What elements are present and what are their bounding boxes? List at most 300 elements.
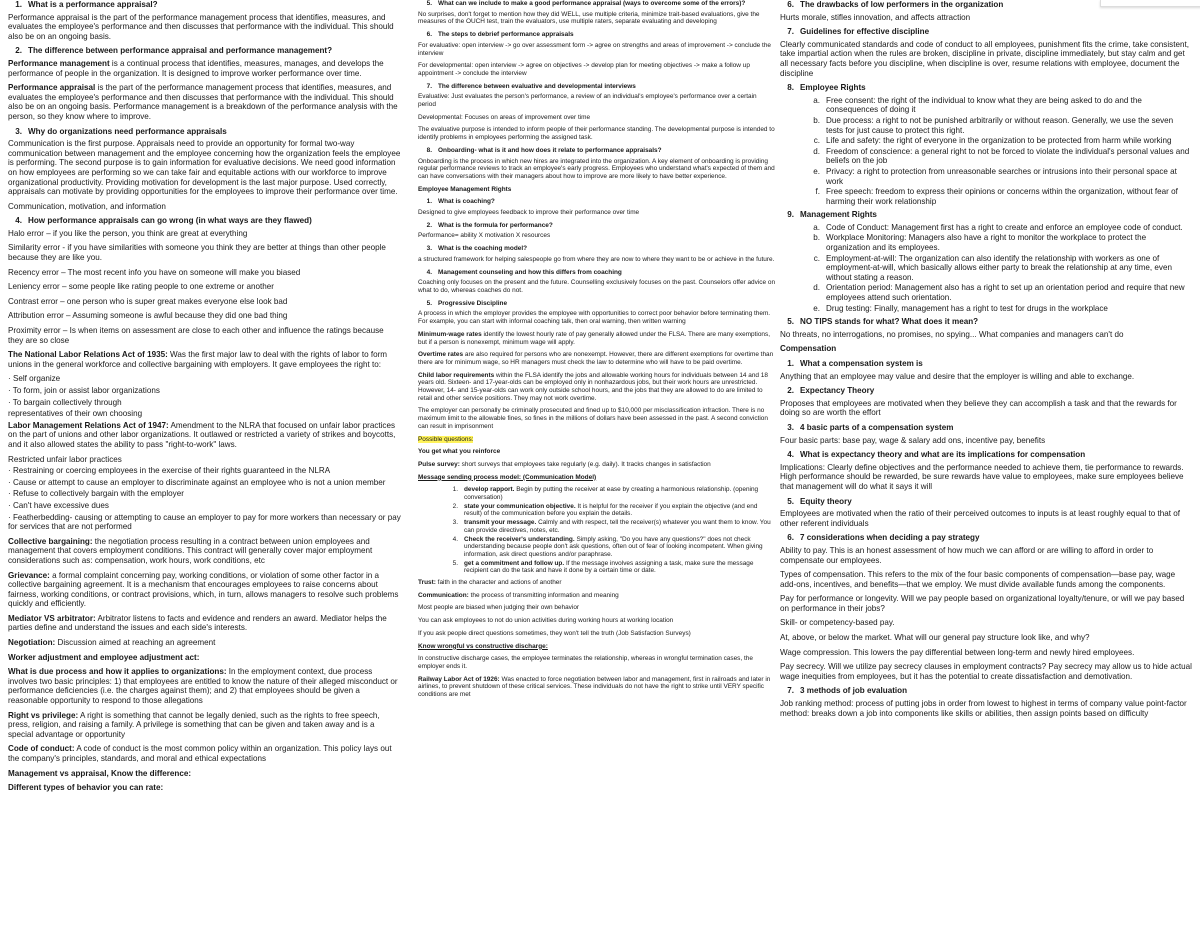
paragraph-text: Ability to pay. This is an honest assessment of how much we can afford or are willing to afford in order to compensate our employees. [780,545,1154,565]
list-item-body [464,486,776,501]
list-item-body [464,560,776,575]
paragraph [780,546,1192,565]
list-marker: e. [813,166,820,176]
paragraph-text: Clearly communicated standards and code of conduct to all employees, punishment fits the crime, take consistent, take impartial action when the rules are broken, discipline in private, discipline immediately, but stay calm and get all necessary facts before you discipline, when discipline is over, resume relations with employee, document the discipline [780,39,1189,78]
bold-term: Collective bargaining: [8,536,93,546]
heading-number: 4. [426,268,432,276]
heading-number: 1. [15,0,22,9]
heading-number: 2. [787,386,794,396]
paragraph [8,571,401,609]
paragraph-text: In the employment context, due process involves two basic principles: 1) that employees are entitled to know the nature of their alleged misconduct or performance deficiencies (i.e. the charges against them); and 2) that employees should be given a reasonable opportunity to respond to those allegations [8,667,398,706]
paragraph [8,229,401,239]
paragraph-text: the negotiation process resulting in a contract between union employees and management that covers employment conditions. This contract will generally cover major employment considerations such as: compensation, work hours, work conditions, etc [8,536,373,565]
section-heading [418,245,776,253]
heading-number: 9. [787,210,794,220]
paragraph [8,537,401,566]
paragraph [418,158,776,181]
heading-text: The steps to debrief performance appraisals [438,31,574,39]
list-item [780,223,1192,233]
section-heading [780,497,1192,507]
paragraph-text: a formal complaint concerning pay, working conditions, or violation of some other factor in a collective bargaining agreement. It is a mechanism that encourages employees to raise concerns about fairness, working conditions, or contract provisions, which, in turn, allows managers to resolve such problems quickly and efficiently. [8,570,399,609]
bold-term: Worker adjustment and employee adjustment act: [8,652,200,662]
list-marker: 3. [452,519,458,527]
paragraph [418,592,776,600]
paragraph [418,461,776,469]
list-item-text: Free speech: freedom to express their opinions or concerns within the organization, without fear of harming their work relationship [826,187,1178,206]
list-item-body [464,519,776,534]
bold-term: Labor Management Relations Act of 1947: [8,420,169,430]
paragraph [8,268,401,278]
list-item [780,96,1192,115]
section-heading [8,127,401,137]
list-item [780,167,1192,186]
paragraph-text: Attribution error – Assuming someone is awful because they did one bad thing [8,311,288,321]
heading-number: 8. [787,83,794,93]
list-item-text: It is helpful for the receiver if you explain the objective (and end result) of the communication before you explain the details. [464,502,758,518]
paragraph [8,311,401,321]
bold-term: develop rapport. [464,486,515,494]
paragraph-text: Contrast error – one person who is super great makes everyone else look bad [8,296,288,306]
list-item [780,304,1192,314]
paragraph [8,297,401,307]
bold-term: Grievance: [8,570,50,580]
paragraph-text: A right is something that cannot be legally denied, such as the rights to free speech, press, religion, and raising a family. A privilege is something that can be given and taken away and is a special advantage or opportunity [8,710,380,739]
paragraph-text: For developmental: open interview -> agree on objectives -> develop plan for meeting objectives -> make a follow up appointment -> conclude the interview [418,62,750,77]
paragraph [780,618,1192,628]
paragraph-text: A process in which the employer provides the employee with opportunities to correct poor behavior before terminating them. For example, you can start with informal coaching talk, then oral warning, then written warning [418,310,771,326]
paragraph [8,83,401,121]
list-item-body [826,136,1192,146]
paragraph [8,711,401,740]
paragraph-text: Communication, motivation, and information [8,201,166,211]
list-item-body [826,304,1192,314]
paragraph-text: Implications: Clearly define objectives and the performance needed to achieve them, tie performance to rewards. High performance should be rewarded, be sure rewards have value to employees, make sure employees believe that management will do what it says it will [780,462,1184,491]
list-line [8,489,401,499]
paragraph-text: Pay secrecy. Will we utilize pay secrecy clauses in employment contracts? Pay secrecy may allow us to hide actual wage inequities from employees, but it has the potential to create dissatisfaction and demotivation. [780,662,1192,681]
heading-text: What is expectancy theory and what are its implications for compensation [800,450,1086,460]
paragraph [418,310,776,325]
list-marker: a. [813,222,820,232]
paragraph [780,463,1192,492]
bold-term: Negotiation: [8,638,56,648]
bold-term: get a commitment and follow up. [464,559,565,567]
bold-term: state your communication objective. [464,502,576,510]
paragraph-text: The employer can personally be criminally prosecuted and fined up to $10,000 per misclassification infraction. There is no maximum limit to the allowable fines, so fines in the millions of dollars have been assessed in the past. A second conviction can result in imprisonment [418,407,768,430]
list-item-body [826,233,1192,252]
paragraph-text: Proposes that employees are motivated when they believe they can accomplish a task and that the rewards for doing so are worth the effort [780,398,1177,418]
list-item-text: Employment-at-will: The organization can also identify the relationship with workers as one of employment-at-will, which basically allows either party to break the relationship at any time, even without stating a reason. [826,253,1172,282]
highlighted-text: Possible questions: [418,435,474,443]
paragraph-text: Onboarding is the process in which new hires are integrated into the organization. A key element of onboarding is providing regular performance reviews to track an employee's early progress. Employees who understand what's expected of them and can have conversations with their managers about how to improve are more likely to have better experience. [418,157,775,180]
underlined-text: Message sending process model: (Communication Model) [418,473,597,481]
list-item [418,536,776,559]
section-heading [8,216,401,226]
bold-term: Code of conduct: [8,744,75,754]
bold-term: Different types of behavior you can rate: [8,783,164,793]
heading-text: Equity theory [800,496,852,506]
heading-number: 7. [426,82,432,90]
bold-term: transmit your message. [464,519,537,527]
paragraph-text: Was the first major law to deal with the rights of labor to form unions in the general workforce and collective bargaining with employers. It gave employees the right to: [8,350,388,369]
ordered-list [780,96,1192,207]
list-item-text: Code of Conduct: Management first has a right to create and enforce an employee code of conduct. [826,222,1183,232]
paragraph [780,648,1192,658]
heading-text: The difference between evaluative and developmental interviews [438,82,636,90]
paragraph [8,13,401,42]
paragraph-text: Pay for performance or longevity. Will we pay people based on organizational loyalty/tenure, or will we pay based on performance in their jobs? [780,594,1185,613]
heading-number: 3. [426,245,432,253]
paragraph [418,42,776,57]
paragraph [8,421,401,450]
list-line [8,398,401,408]
paragraph-text: No surprises, don't forget to mention how they did WELL, use multiple criteria, minimize trait-based evaluations, give the measures of the OUCH test, train the evaluators, use multiple raters, separate evaluating and developing [418,10,760,26]
heading-number: 5. [426,299,432,307]
paragraph [780,330,1192,340]
heading-text: Management Rights [800,210,877,220]
section-heading [418,0,776,8]
paragraph-text: Most people are biased when judging their own behavior [418,604,580,612]
heading-number: 7. [787,27,794,37]
bold-term: Right vs privilege: [8,710,79,720]
list-item-text: Simply asking, "Do you have any questions?" does not check understanding because people don't ask questions, often out of fear of looking incompetent. When giving information, ask direct questions and/or paraphrase. [464,535,763,558]
section-heading [780,0,1192,10]
paragraph [8,513,401,532]
heading-text: The difference between performance appraisal and performance management? [28,46,333,56]
paragraph-text: · To bargain collectively through [8,397,122,407]
bold-term: Communication: [418,591,469,599]
bold-term: Minimum-wage rates [418,330,482,338]
paragraph [8,744,401,763]
paragraph [780,633,1192,643]
paragraph-text: are also required for persons who are nonexempt. However, there are different exemptions for overtime than there are for minimum wage, so HR managers must check the law to determine who will have to be paid overtime. [418,351,774,366]
paragraph-text: The evaluative purpose is intended to inform people of their performance standing. The developmental purpose is intended to identify problems in employees performing the assigned task. [418,126,775,142]
paragraph [780,662,1192,681]
bold-term: Check the receiver's understanding. [464,535,575,543]
section-heading [780,686,1192,696]
list-marker: b. [813,115,820,125]
paragraph-text: Similarity error - if you have similarities with someone you think they are better at things than other people because they are like you. [8,243,386,263]
paragraph-text: · Featherbedding- causing or attempting to cause an employer to pay for more workers than necessary or pay for services that are not performed [8,512,401,532]
list-line [8,466,401,476]
paragraph [418,279,776,294]
heading-text: How performance appraisals can go wrong (in what ways are they flawed) [28,216,312,226]
list-item-body [464,536,776,559]
list-item [418,519,776,534]
list-item [780,254,1192,283]
paragraph [418,114,776,122]
paragraph [418,617,776,625]
list-marker: d. [813,283,820,293]
heading-number: 1. [787,359,794,368]
section-heading [418,269,776,277]
paragraph-text: Halo error – if you like the person, you think are great at everything [8,228,248,238]
paragraph-text: Employees are motivated when the ratio of their perceived outcomes to inputs is at least roughly equal to that of other referent individuals [780,509,1180,528]
paragraph-text: Recency error – The most recent info you have on someone will make you biased [8,267,301,277]
heading-text: Expectancy Theory [800,386,875,396]
paragraph [8,243,401,262]
paragraph [8,614,401,633]
paragraph-text: Types of compensation. This refers to the mix of the four basic components of compensation—base pay, wage add-ons, incentives, and benefits—that we employ. We must divide available funds among the components. [780,570,1176,589]
heading-text: The drawbacks of low performers in the organization [800,0,1004,9]
section-heading [780,83,1192,93]
paragraph-text: Coaching only focuses on the present and the future. Counselling exclusively focuses on the past. Counselors offer advice on what to do, whereas coaches do not. [418,279,776,294]
paragraph-text: No threats, no interrogations, no promises, no spying... What companies and managers can't do [780,329,1124,339]
section-heading [8,46,401,56]
paragraph-text: a structured framework for helping salespeople go from where they are now to where they want to be or achieve in the future. [418,255,775,263]
bold-term: Mediator VS arbitrator: [8,613,96,623]
heading-number: 6. [787,533,794,543]
bold-term: Pulse survey: [418,460,460,468]
paragraph-text: Amendment to the NLRA that focused on unfair labor practices on the part of unions and other labor organizations. It outlawed or restricted a variety of strikes and boycotts, and it also allowed states the ability to pass "right-to-work" laws. [8,420,396,449]
paragraph [418,232,776,240]
section-heading [780,27,1192,37]
paragraph [8,667,401,705]
paragraph [418,448,776,456]
list-item-body [826,96,1192,115]
paragraph-text: Performance= ability X motivation X resources [418,232,551,240]
heading-text: What is a performance appraisal? [28,0,158,9]
paragraph [418,579,776,587]
list-marker: f. [815,187,820,197]
paragraph [780,344,1192,354]
list-line [8,409,401,419]
paragraph [8,326,401,345]
list-item [780,233,1192,252]
bold-term: Compensation [780,344,837,354]
list-item-text: Orientation period: Management also has a right to set up an orientation period and require that new employees attend such orientation. [826,283,1185,303]
list-item [780,116,1192,135]
list-item-text: Calmly and with respect, tell the receiver(s) whatever you want them to know. You can provide directives, notes, etc. [464,519,771,534]
section-heading [780,210,1192,220]
list-item-body [826,167,1192,186]
paragraph [780,594,1192,613]
bold-term: The National Labor Relations Act of 1935: [8,350,168,360]
heading-number: 2. [15,46,22,56]
list-item-text: Begin by putting the receiver at ease by creating a harmonious relationship. (opening conversation) [464,486,759,502]
heading-text: What can we include to make a good performance appraisal (ways to overcome some of the errors)? [438,0,746,7]
paragraph-text: Job ranking method: process of putting jobs in order from lowest to highest in terms of company value point-factor method: breaks down a job into components like skills or abilities, then assign points based on difficulty [780,699,1187,718]
paragraph-text: Was enacted to force negotiation between labor and management, first in railroads and later in airlines, to prevent shutdown of these critical services. These individuals do not have the right to strike until VERY specific conditions are met [418,675,771,699]
underlined-heading [418,474,776,482]
bold-term: Management vs appraisal, Know the difference: [8,768,192,778]
heading-number: 3. [15,126,22,136]
highlighted-line [418,436,776,444]
list-line [8,374,401,384]
bold-term: You get what you reinforce [418,448,501,456]
paragraph-text: If you ask people direct questions sometimes, they won't tell the truth (Job Satisfaction Surveys) [418,629,691,637]
paragraph-text: within the FLSA identify the jobs and allowable working hours for individuals between 14 and 18 years old. Sixteen- and 17-year-olds can be employed only in nonhazardous jobs, but their work hours are unrestricted. However, 14- and 15-year-olds can work only outside school hours, and the jobs that they are allowed to do are limited to retail and other service positions. They may not work overtime. [418,371,768,402]
paragraph-text: · Refuse to collectively bargain with the employer [8,489,184,499]
list-item-body [826,187,1192,206]
heading-number: 2. [426,221,432,229]
paragraph-text: Leniency error – some people like rating people to one extreme or another [8,282,274,292]
section-heading [418,83,776,91]
list-item-body [826,116,1192,135]
paragraph [418,331,776,346]
paragraph-text: the process of transmitting information and meaning [468,591,619,599]
section-heading [418,198,776,206]
paragraph-text: Proximity error – Is when items on assessment are close to each other and influence the ratings because they are so close [8,326,384,345]
paragraph-text: · Self organize [8,374,61,384]
paragraph [780,399,1192,418]
heading-text: What is the formula for performance? [438,221,553,229]
section-heading [418,300,776,308]
paragraph [8,202,401,212]
paragraph-text: You can ask employees to not do union activities during working hours at working location [418,617,674,625]
paragraph [8,653,401,663]
heading-number: 6. [787,0,794,9]
heading-number: 4. [15,216,22,226]
paragraph [418,256,776,264]
paragraph-text: Four basic parts: base pay, wage & salary add ons, incentive pay, benefits [780,435,1046,445]
paragraph [780,509,1192,528]
paragraph [418,676,776,699]
paragraph-text: · Cause or attempt to cause an employer to discriminate against an employee who is not a union member [8,477,386,487]
paragraph-text: A code of conduct is the most common policy within an organization. This policy lays out the company's principles, standards, and moral and ethical expectations [8,744,392,763]
heading-number: 5. [787,317,794,327]
heading-text: What is coaching? [438,198,495,206]
paragraph [780,13,1192,23]
list-marker: c. [813,253,820,263]
section-heading [418,147,776,155]
list-item-body [826,283,1192,302]
heading-text: 7 considerations when deciding a pay strategy [800,533,980,543]
list-item-text: Privacy: a right to protection from unreasonable searches or intrusions into their personal space at work [826,166,1177,186]
paragraph [8,59,401,78]
paragraph-text: · Can't have excessive dues [8,500,109,510]
section-heading [780,450,1192,460]
list-item-text: Due process: a right to not be punished arbitrarily or without reason. Generally, we use the seven tests for just cause to protect this right. [826,115,1174,135]
list-item-body [826,223,1192,233]
list-item [780,136,1192,146]
paragraph-text: For evaluative: open interview -> go over assessment form -> agree on strengths and areas of improvement -> conclude the interview [418,41,771,57]
paragraph-text: Developmental: Focuses on areas of improvement over time [418,113,591,121]
paragraph-text: Performance appraisal is the part of the performance management process that identifies, measures, and evaluates the employee's performance and then discusses that performance with the individual. This should also be on an ongoing basis. [8,12,394,41]
list-item [418,560,776,575]
paragraph [418,186,776,194]
notes-column-right [780,0,1192,927]
heading-text: NO TIPS stands for what? What does it mean? [800,317,979,327]
list-item-text: Life and safety: the right of everyone in the organization to be protected from harm while working [826,136,1172,146]
paragraph-text: Communication is the first purpose. Appraisals need to provide an opportunity for formal two-way communication between management and the employee concerning how the organization feels the employee is performing. The second purpose is to gain information for evaluative decisions. We need good information on how employees are performing so we can take fair and equitable actions with our workforce to improve organizational productivity. Providing motivation for development is the last major purpose. Used correctly, appraisals can motivate by providing opportunities for the employees to improve their performance over time. [8,139,401,197]
heading-number: 6. [426,31,432,39]
ordered-list [418,486,776,575]
paragraph-text: At, above, or below the market. What will our general pay structure look like, and why? [780,633,1090,643]
section-heading [780,359,1192,369]
heading-number: 7. [787,686,794,696]
list-item-text: Workplace Monitoring: Managers also have a right to monitor the workplace to protect the organization and its employees. [826,233,1147,253]
heading-text: Management counseling and how this differs from coaching [438,268,622,276]
paragraph-text: short surveys that employees take regularly (e.g. daily). It tracks changes in satisfaction [459,460,711,468]
list-line [8,455,401,465]
bold-term: Railway Labor Act of 1926: [418,675,500,683]
heading-number: 8. [426,146,432,154]
list-marker: 5. [452,559,458,567]
paragraph-text: Wage compression. This lowers the pay differential between long-term and newly hired employees. [780,647,1135,657]
list-marker: 4. [452,535,458,543]
paragraph [8,139,401,197]
bold-term: What is due process and how it applies to organizations: [8,667,227,677]
paragraph-text: is a continual process that identifies, measures, manages, and develops the performance of people in the organization. It is designed to improve worker performance over time. [8,58,384,78]
paragraph [8,769,401,779]
notes-column-left [8,0,401,927]
paragraph [418,351,776,366]
paragraph-text: Hurts morale, stifles innovation, and affects attraction [780,12,971,22]
list-line [8,386,401,396]
paragraph-text: · Restraining or coercing employees in the exercise of their rights guaranteed in the NLRA [8,466,331,476]
paragraph-text: faith in the character and actions of another [435,579,562,587]
list-marker: a. [813,95,820,105]
list-marker: 2. [452,502,458,510]
list-marker: d. [813,146,820,156]
paragraph [418,126,776,141]
paragraph-text: · To form, join or assist labor organizations [8,386,160,395]
section-heading [780,317,1192,327]
bold-term: Performance appraisal [8,83,96,93]
heading-text: What is the coaching model? [438,245,528,253]
bold-term: Performance management [8,58,110,68]
list-item-text: Freedom of conscience: a general right to not be forced to violate the individual's personal values and beliefs on the job [826,146,1190,166]
paragraph [418,372,776,403]
list-item-text: Free consent: the right of the individual to know what they are being asked to do and the consequences of doing it [826,95,1142,115]
list-line [8,501,401,511]
bold-term: Employee Management Rights [418,185,512,193]
paragraph-text: Evaluative: Just evaluates the person's performance, a review of an individual's employee's performance over a certain period [418,93,757,109]
list-item-text: Drug testing: Finally, management has a right to test for drugs in the workplace [826,303,1108,313]
section-heading [8,0,401,10]
paragraph-text: is the part of the performance management process that identifies, measures, and evaluates the employee's performance and then discusses that performance with the individual. This should also be on an ongoing basis. Performance management is a breakdown of the performance analysis with the person, so they know where to improve. [8,83,398,121]
heading-number: 4. [787,450,794,460]
paragraph-text: representatives of their own choosing [8,409,143,419]
heading-number: 5. [426,0,432,7]
underlined-text: Know wrongful vs constructive discharge: [418,642,548,650]
bold-term: Trust: [418,579,436,587]
heading-text: Onboarding- what is it and how does it relate to performance appraisals? [438,146,662,154]
paragraph-text: Anything that an employee may value and desire that the employer is willing and able to exchange. [780,371,1135,381]
list-line [8,478,401,488]
heading-number: 5. [787,496,794,506]
heading-text: 4 basic parts of a compensation system [800,422,954,432]
section-heading [418,222,776,230]
heading-number: 1. [426,198,432,206]
list-marker: c. [813,136,820,146]
paragraph [418,93,776,108]
section-heading [780,423,1192,433]
heading-text: Employee Rights [800,83,866,93]
heading-number: 3. [787,422,794,432]
heading-text: What a compensation system is [800,359,923,368]
list-marker: e. [813,303,820,313]
paragraph-text: Restricted unfair labor practices [8,454,122,464]
paragraph [418,655,776,670]
paragraph [780,570,1192,589]
underlined-heading [418,643,776,651]
bold-term: Overtime rates [418,351,464,359]
heading-text: Progressive Discipline [438,299,508,307]
list-item-body [826,147,1192,166]
paragraph [418,630,776,638]
section-heading [780,386,1192,396]
heading-text: Guidelines for effective discipline [800,27,930,37]
paragraph-text: Discussion aimed at reaching an agreement [55,638,216,648]
list-item [780,147,1192,166]
list-item [780,187,1192,206]
paragraph [418,209,776,217]
heading-text: 3 methods of job evaluation [800,686,908,696]
heading-text: Why do organizations need performance appraisals [28,126,227,136]
paragraph [418,407,776,430]
paragraph-text: Designed to give employees feedback to improve their performance over time [418,209,640,217]
